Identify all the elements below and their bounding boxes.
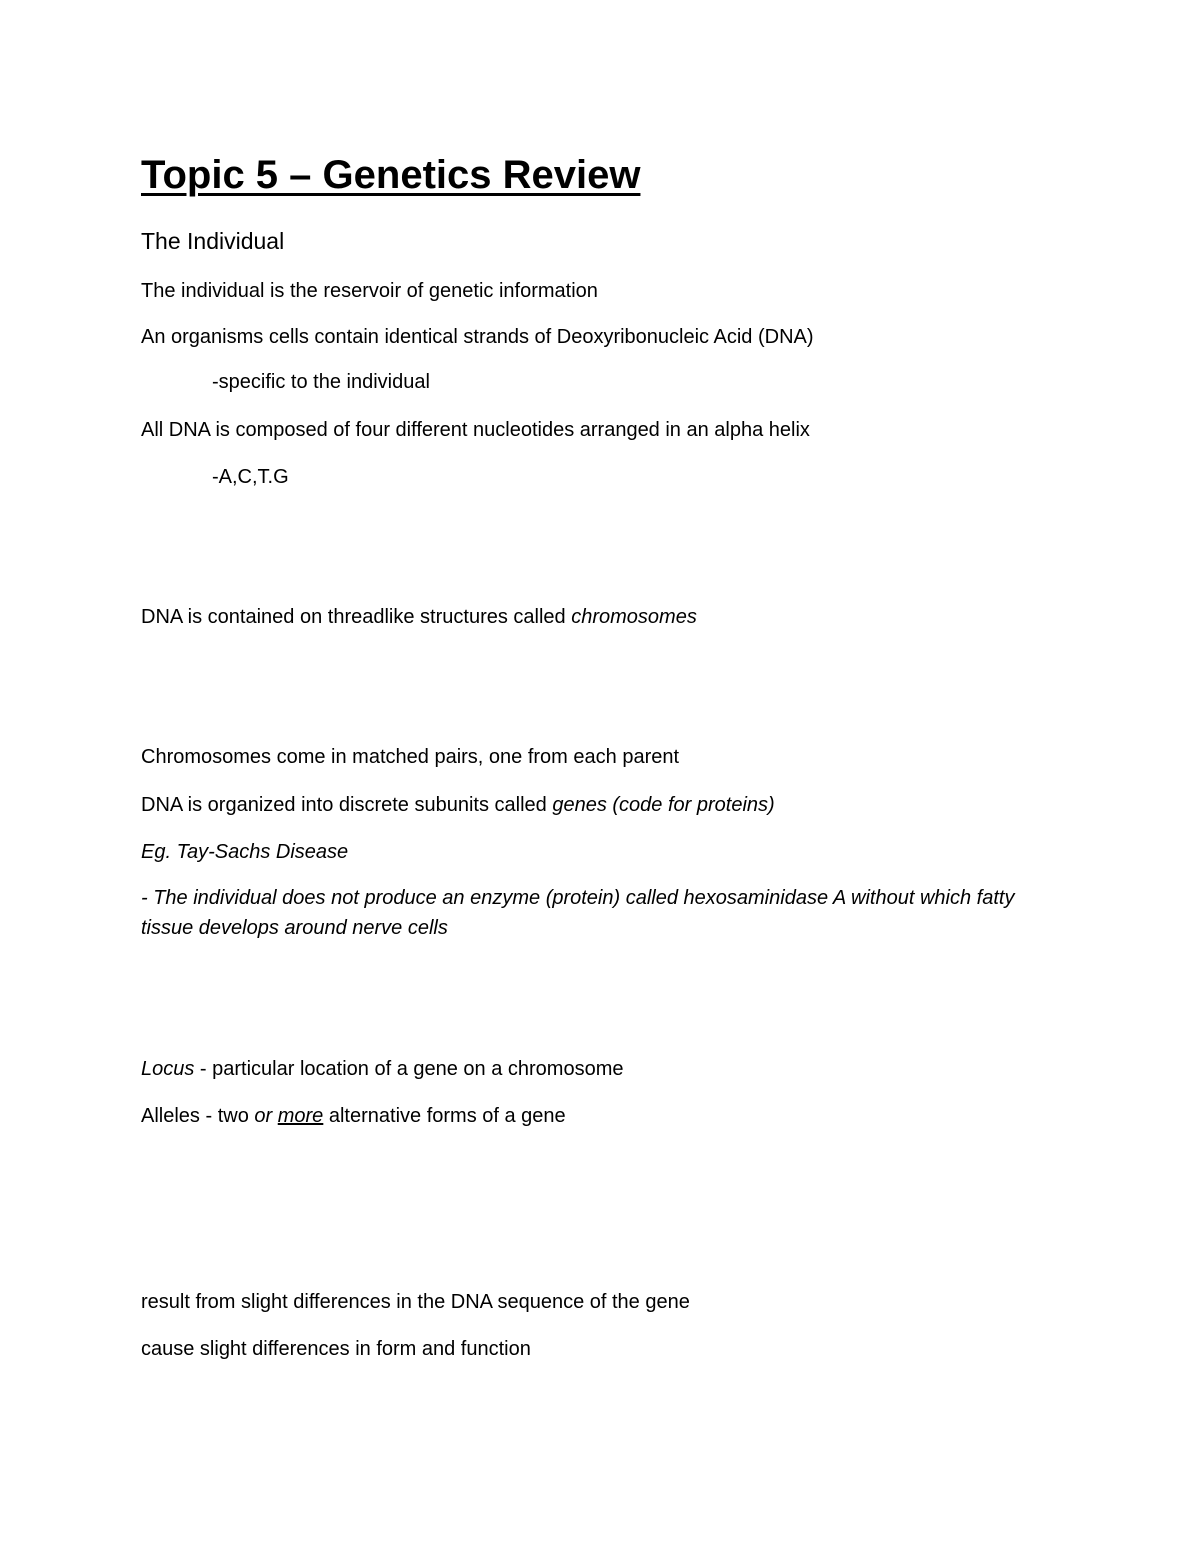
- example-label: Eg. Tay-Sachs Disease: [141, 841, 349, 863]
- text-line: result from slight differences in the DNA sequence of the gene: [141, 1291, 690, 1313]
- text-line: The individual is the reservoir of genetic information: [141, 280, 598, 302]
- text-line-indented: -specific to the individual: [212, 371, 430, 393]
- emphasis-term: genes (code for proteins): [552, 794, 775, 816]
- text-line-italic: [141, 840, 348, 864]
- emphasis-term: Locus: [141, 1058, 195, 1080]
- text-line: [141, 793, 775, 817]
- text-run: DNA is contained on threadlike structures called: [141, 606, 572, 628]
- emphasis-term: or: [254, 1105, 273, 1127]
- text-line: [141, 1057, 624, 1081]
- text-run: DNA is organized into discrete subunits called: [141, 794, 553, 816]
- page-title: Topic 5 – Genetics Review: [141, 153, 641, 197]
- section-heading: The Individual: [141, 228, 285, 254]
- text-run: Alleles - two: [141, 1105, 255, 1127]
- text-paragraph-italic: [141, 883, 1041, 943]
- text-line: cause slight differences in form and function: [141, 1338, 531, 1360]
- text-line: All DNA is composed of four different nucleotides arranged in an alpha helix: [141, 419, 810, 441]
- text-line: Chromosomes come in matched pairs, one from each parent: [141, 746, 680, 768]
- text-line-indented: -A,C,T.G: [212, 466, 289, 488]
- example-description: - The individual does not produce an enzyme (protein) called hexosaminidase A without which fatty tissue develops around nerve cells: [141, 887, 1015, 939]
- text-run: alternative forms of a gene: [323, 1105, 566, 1127]
- emphasis-term: chromosomes: [571, 606, 697, 628]
- emphasis-underlined-term: more: [277, 1105, 324, 1127]
- text-line: [141, 605, 697, 629]
- text-line: An organisms cells contain identical strands of Deoxyribonucleic Acid (DNA): [141, 326, 814, 348]
- text-run: - particular location of a gene on a chromosome: [194, 1058, 624, 1080]
- text-line: [141, 1104, 566, 1128]
